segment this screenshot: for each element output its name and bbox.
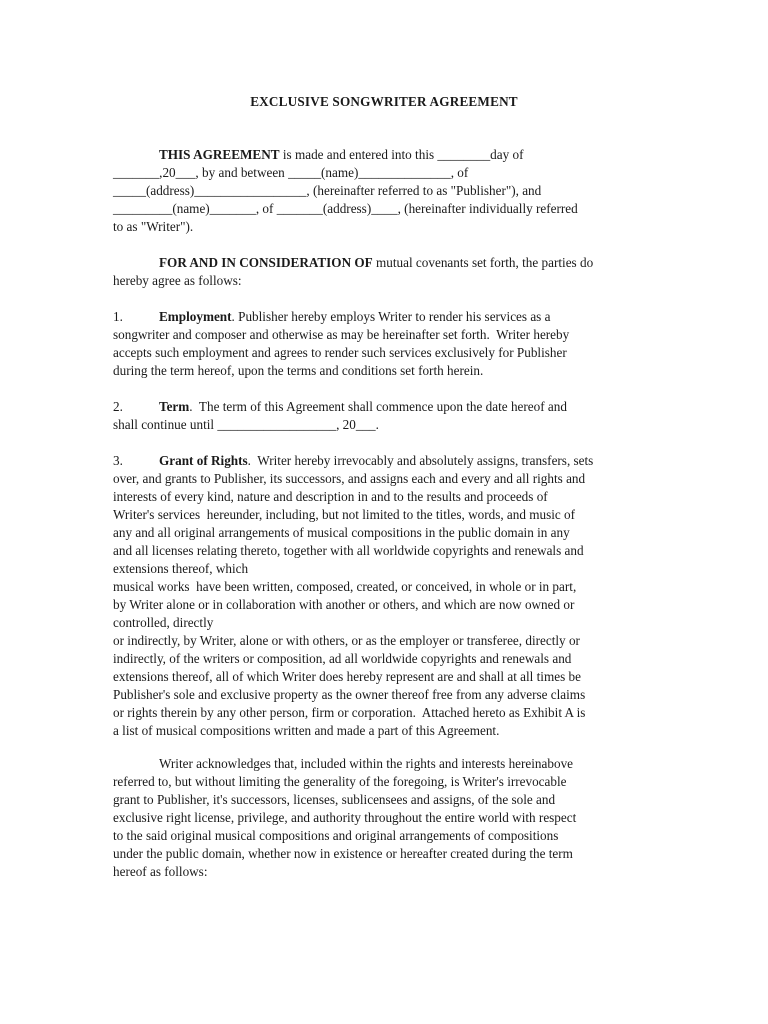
section-2-number: 2. (113, 399, 123, 414)
acknowledgement-line-7: hereof as follows: (113, 864, 208, 879)
section-3-number: 3. (113, 453, 123, 468)
preamble-line-2: _______,20___, by and between _____(name)______________, of (113, 165, 469, 180)
section-3-line-2: over, and grants to Publisher, its successors, and assigns each and every and all rights and (113, 471, 586, 486)
section-3-line-9: by Writer alone or in collaboration with another or others, and which are now owned or (113, 597, 575, 612)
consideration-line-2: hereby agree as follows: (113, 273, 242, 288)
section-3-line-8: musical works have been written, composed, created, or conceived, in whole or in part, (113, 579, 577, 594)
consideration-line-1: FOR AND IN CONSIDERATION OF mutual covenants set forth, the parties do (159, 255, 594, 270)
preamble-line-3: _____(address)_________________, (hereinafter referred to as "Publisher"), and (113, 183, 542, 198)
section-3-line-6: and all licenses relating thereto, together with all worldwide copyrights and renewals and (113, 543, 584, 558)
acknowledgement-line-6: under the public domain, whether now in existence or hereafter created during the term (113, 846, 573, 861)
preamble-line-1: THIS AGREEMENT is made and entered into this ________day of (159, 147, 524, 162)
section-3-line-4: Writer's services hereunder, including, but not limited to the titles, words, and music of (113, 507, 576, 522)
section-1-line-2: songwriter and composer and otherwise as may be hereinafter set forth. Writer hereby (113, 327, 570, 342)
section-3-line-13: extensions thereof, all of which Writer does hereby represent are and shall at all times be (113, 669, 581, 684)
section-2-line-1: Term. The term of this Agreement shall commence upon the date hereof and (159, 399, 567, 414)
section-3-line-7: extensions thereof, which (113, 561, 249, 576)
section-2-line-2: shall continue until __________________, 20___. (113, 417, 379, 432)
section-3-line-10: controlled, directly (113, 615, 214, 630)
document-title: EXCLUSIVE SONGWRITER AGREEMENT (250, 94, 518, 109)
acknowledgement-line-3: grant to Publisher, it's successors, licenses, sublicensees and assigns, of the sole and (113, 792, 556, 807)
section-3-line-1: Grant of Rights. Writer hereby irrevocably and absolutely assigns, transfers, sets (159, 453, 594, 468)
section-1-line-3: accepts such employment and agrees to render such services exclusively for Publisher (113, 345, 567, 360)
section-2-heading: Term (159, 399, 190, 414)
section-3-line-16: a list of musical compositions written and made a part of this Agreement. (113, 723, 500, 738)
section-1-line-4: during the term hereof, upon the terms and conditions set forth herein. (113, 363, 484, 378)
acknowledgement-line-1: Writer acknowledges that, included within the rights and interests hereinabove (159, 756, 574, 771)
section-3-line-5: any and all original arrangements of musical compositions in the public domain in any (113, 525, 570, 540)
preamble-line-4: _________(name)_______, of _______(address)____, (hereinafter individually referred (113, 201, 578, 216)
acknowledgement-line-5: to the said original musical compositions and original arrangements of compositions (113, 828, 559, 843)
preamble-lead: THIS AGREEMENT (159, 147, 280, 162)
section-1-number: 1. (113, 309, 123, 324)
section-3-line-11: or indirectly, by Writer, alone or with others, or as the employer or transferee, directly or (113, 633, 580, 648)
section-3-line-12: indirectly, of the writers or composition, ad all worldwide copyrights and renewals and (113, 651, 572, 666)
consideration-lead: FOR AND IN CONSIDERATION OF (159, 255, 373, 270)
section-1-heading: Employment (159, 309, 232, 324)
section-3-line-3: interests of every kind, nature and description in and to the results and proceeds of (113, 489, 548, 504)
section-3-line-15: or rights therein by any other person, firm or corporation. Attached hereto as Exhibit A is (113, 705, 586, 720)
section-1-line-1: Employment. Publisher hereby employs Writer to render his services as a (159, 309, 551, 324)
section-3-line-14: Publisher's sole and exclusive property as the owner thereof free from any adverse claims (113, 687, 586, 702)
preamble-line-5: to as "Writer"). (113, 219, 194, 234)
acknowledgement-line-4: exclusive right license, privilege, and authority throughout the entire world with respect (113, 810, 577, 825)
acknowledgement-line-2: referred to, but without limiting the generality of the foregoing, is Writer's irrevocable (113, 774, 567, 789)
section-3-heading: Grant of Rights (159, 453, 248, 468)
